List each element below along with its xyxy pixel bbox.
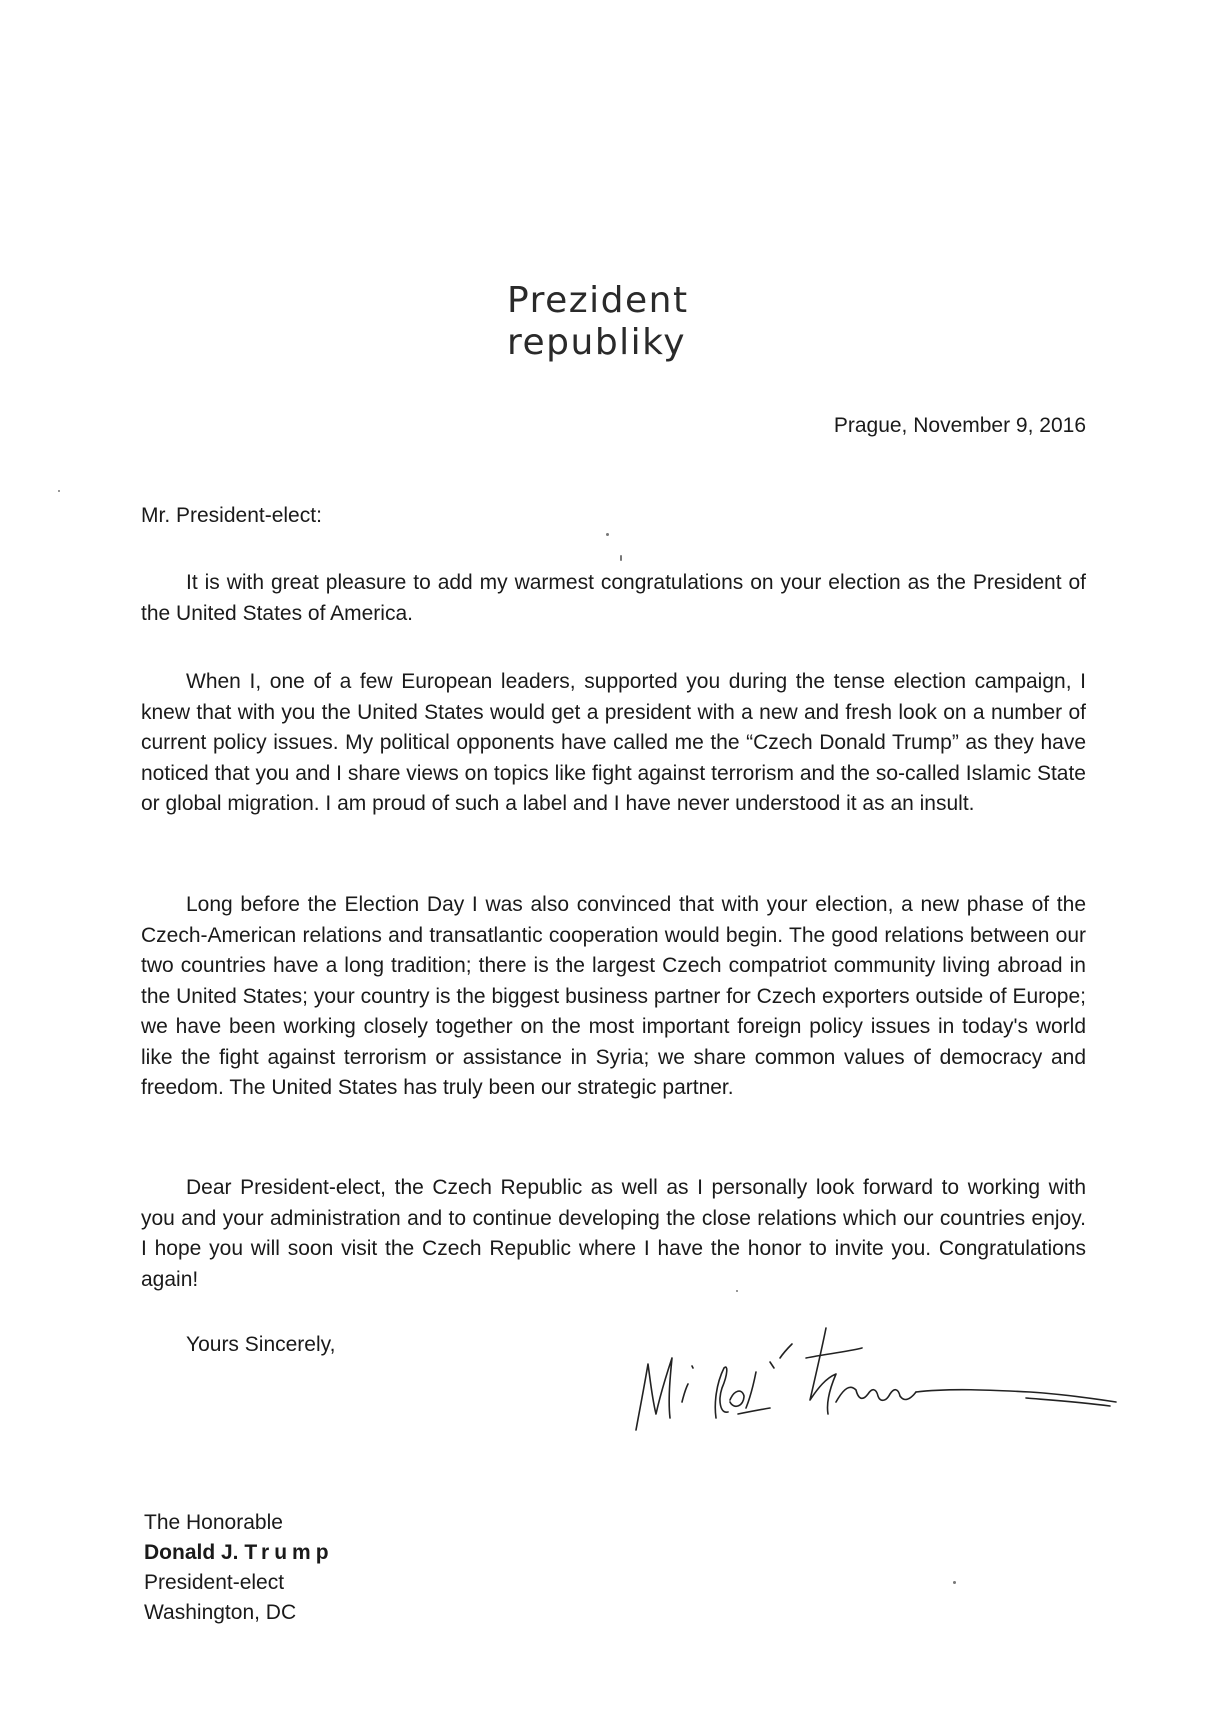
paragraph-2: [141, 667, 1086, 820]
addressee-name-first: Donald J.: [144, 1541, 239, 1564]
letterhead-line-2: republiky: [507, 322, 687, 363]
paragraph-3-text: Long before the Election Day I was also convinced that with your election, a new phase of the Czech-American relations and transatlantic cooperation would begin. The good relations between our two countries have a long tradition; there is the largest Czech compatriot community living abroad in the United States; your country is the biggest business partner for Czech exporters outside of Europe; we have been working closely together on the most important foreign policy issues in today's world like the fight against terrorism or assistance in Syria; we share common values of democracy and freedom. The United States has truly been our strategic partner.: [141, 893, 1086, 1099]
handwritten-signature: [630, 1318, 1120, 1438]
paragraph-1: [141, 568, 1086, 629]
paragraph-1-text: It is with great pleasure to add my warmest congratulations on your election as the President of the United States of America.: [141, 571, 1086, 625]
closing: Yours Sincerely,: [186, 1333, 336, 1356]
addressee-block: [144, 1508, 334, 1628]
paragraph-2-text: When I, one of a few European leaders, supported you during the tense election campaign, I knew that with you the United States would get a president with a new and fresh look on a number of current policy issues. My political opponents have called me the “Czech Donald Trump” as they have noticed that you and I share views on topics like fight against terrorism and the so-called Islamic State or global migration. I am proud of such a label and I have never understood it as an insult.: [141, 670, 1086, 815]
scan-speck: [606, 533, 609, 536]
addressee-name-last: Trump: [244, 1541, 334, 1564]
addressee-location: Washington, DC: [144, 1601, 297, 1624]
letterhead: [507, 280, 689, 364]
addressee-name: [144, 1538, 334, 1568]
scan-speck: [736, 1290, 738, 1292]
letterhead-line-1: Prezident: [507, 280, 689, 321]
scan-speck: [58, 490, 60, 492]
paragraph-4-text: Dear President-elect, the Czech Republic as well as I personally look forward to working with you and your administration and to continue developing the close relations which our countries enjoy. I hope you will soon visit the Czech Republic where I have the honor to invite you. Congratulations again!: [141, 1176, 1086, 1291]
addressee-title: President-elect: [144, 1571, 285, 1594]
scan-speck: [953, 1581, 956, 1584]
scan-speck: [620, 555, 622, 561]
paragraph-4: [141, 1173, 1086, 1295]
paragraph-3: [141, 890, 1086, 1104]
addressee-honorific: The Honorable: [144, 1511, 283, 1534]
letter-date: Prague, November 9, 2016: [833, 414, 1086, 437]
salutation: Mr. President-elect:: [141, 504, 322, 527]
